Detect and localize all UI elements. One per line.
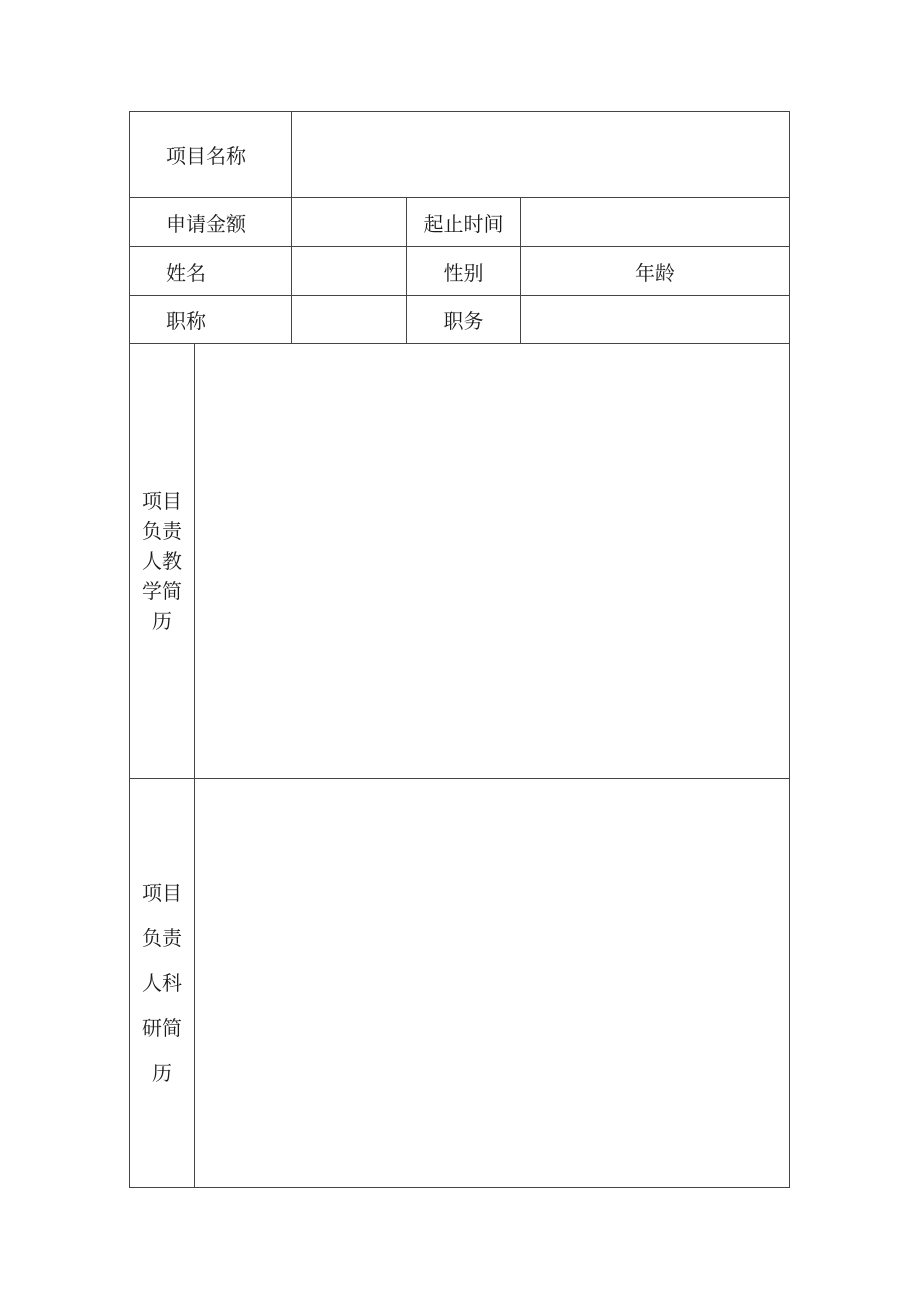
research-resume-field[interactable]: [195, 779, 789, 1187]
position-label: 职务: [407, 296, 521, 343]
name-field[interactable]: [292, 247, 407, 295]
application-form: [129, 111, 790, 1188]
amount-field[interactable]: [292, 198, 407, 246]
name-label: 姓名: [130, 247, 292, 295]
row-name-gender-age: [130, 247, 789, 296]
project-name-field[interactable]: [292, 112, 789, 197]
teaching-resume-label: 项目 负责 人教 学简 历: [130, 344, 195, 778]
amount-label: 申请金额: [130, 198, 292, 246]
age-label: 年龄: [635, 260, 675, 285]
position-field[interactable]: [521, 296, 789, 343]
period-label: 起止时间: [407, 198, 521, 246]
period-field[interactable]: [521, 198, 789, 246]
row-teaching-resume: [130, 344, 789, 779]
row-amount-period: [130, 198, 789, 247]
title-label: 职称: [130, 296, 292, 343]
title-field[interactable]: [292, 296, 407, 343]
project-name-label: [130, 112, 292, 197]
project-name-label-text: 项目名称: [166, 144, 246, 168]
row-project-name: [130, 112, 789, 198]
row-title-position: [130, 296, 789, 344]
research-resume-label: 项目 负责 人科 研简 历: [130, 779, 195, 1187]
teaching-resume-field[interactable]: [195, 344, 789, 778]
row-research-resume: [130, 779, 789, 1187]
gender-label: 性别: [407, 247, 521, 295]
